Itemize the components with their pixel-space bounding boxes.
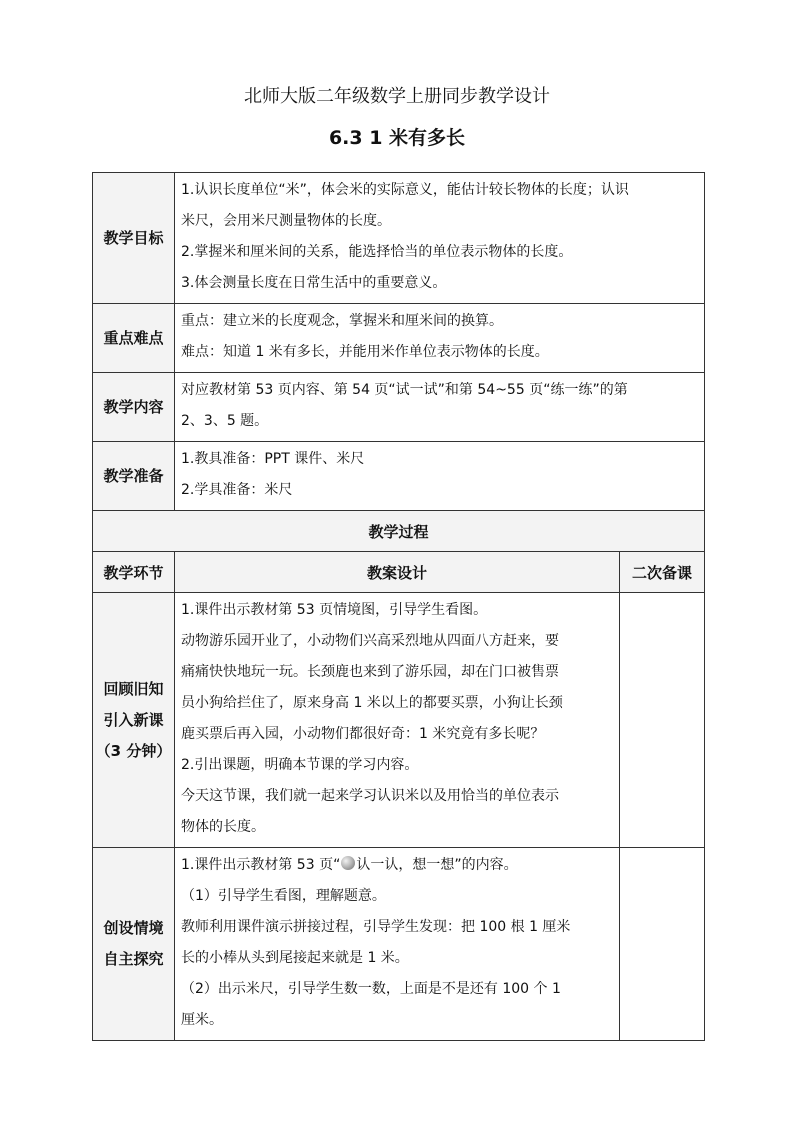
design-column-header: 教案设计 bbox=[175, 552, 620, 593]
review-label bbox=[93, 593, 175, 848]
review-label-line: 回顾旧知 bbox=[103, 679, 164, 698]
review-content bbox=[175, 593, 620, 848]
goals-label: 教学目标 bbox=[93, 173, 175, 304]
review-secondary-cell bbox=[620, 593, 705, 848]
explore-line: （2）出示米尺，引导学生数一数，上面是不是还有 100 个 1 bbox=[181, 981, 561, 997]
preparation-line: 2.学具准备：米尺 bbox=[181, 482, 293, 498]
review-line: 1.课件出示教材第 53 页情境图，引导学生看图。 bbox=[181, 602, 488, 618]
content-content bbox=[175, 373, 705, 442]
review-label-line: （3 分钟） bbox=[95, 741, 172, 760]
key-points-row bbox=[93, 304, 705, 373]
preparation-content bbox=[175, 442, 705, 511]
explore-first-line-prefix: 1.课件出示教材第 53 页“ bbox=[181, 857, 341, 873]
goals-content bbox=[175, 173, 705, 304]
process-header-row bbox=[93, 511, 705, 552]
explore-first-line bbox=[181, 850, 613, 881]
lesson-plan-table bbox=[92, 172, 705, 1041]
key-points-content bbox=[175, 304, 705, 373]
preparation-label: 教学准备 bbox=[93, 442, 175, 511]
explore-label-line: 自主探究 bbox=[103, 950, 164, 968]
secondary-column-header: 二次备课 bbox=[620, 552, 705, 593]
preparation-line: 1.教具准备：PPT 课件、米尺 bbox=[181, 451, 365, 467]
review-line: 动物游乐园开业了，小动物们兴高采烈地从四面八方赶来，要 bbox=[181, 633, 559, 649]
process-header: 教学过程 bbox=[93, 511, 705, 552]
content-row bbox=[93, 373, 705, 442]
explore-label-line: 创设情境 bbox=[103, 919, 164, 937]
column-header-row bbox=[93, 552, 705, 593]
preparation-row bbox=[93, 442, 705, 511]
goals-line: 3.体会测量长度在日常生活中的重要意义。 bbox=[181, 275, 447, 291]
explore-line: 长的小棒从头到尾接起来就是 1 米。 bbox=[181, 950, 409, 966]
review-line: 鹿买票后再入园，小动物们都很好奇：1 米究竟有多长呢？ bbox=[181, 726, 545, 742]
lesson-title: 6.3 1 米有多长 bbox=[328, 127, 466, 149]
review-line: 员小狗给拦住了，原来身高 1 米以上的都要买票，小狗让长颈 bbox=[181, 695, 563, 711]
goals-line: 2.掌握米和厘米间的关系，能选择恰当的单位表示物体的长度。 bbox=[181, 244, 573, 260]
goals-line: 米尺，会用米尺测量物体的长度。 bbox=[181, 213, 391, 229]
document-title: 北师大版二年级数学上册同步教学设计 bbox=[244, 86, 550, 107]
explore-line: 教师利用课件演示拼接过程，引导学生发现：把 100 根 1 厘米 bbox=[181, 919, 571, 935]
review-row bbox=[93, 593, 705, 848]
key-points-label: 重点难点 bbox=[93, 304, 175, 373]
stage-column-header: 教学环节 bbox=[93, 552, 175, 593]
explore-content bbox=[175, 848, 620, 1041]
key-points-line: 难点：知道 1 米有多长，并能用米作单位表示物体的长度。 bbox=[181, 344, 549, 360]
review-line: 物体的长度。 bbox=[181, 819, 265, 835]
key-points-line: 重点：建立米的长度观念，掌握米和厘米间的换算。 bbox=[181, 313, 503, 329]
explore-line: 厘米。 bbox=[181, 1012, 223, 1028]
review-line: 2.引出课题，明确本节课的学习内容。 bbox=[181, 757, 419, 773]
explore-line: （1）引导学生看图，理解题意。 bbox=[181, 888, 386, 904]
explore-row bbox=[93, 848, 705, 1041]
review-line: 今天这节课，我们就一起来学习认识米以及用恰当的单位表示 bbox=[181, 788, 559, 804]
explore-secondary-cell bbox=[620, 848, 705, 1041]
content-line: 对应教材第 53 页内容、第 54 页“试一试”和第 54~55 页“练一练”的第 bbox=[181, 382, 628, 398]
ball-icon bbox=[341, 856, 355, 870]
goals-row bbox=[93, 173, 705, 304]
goals-line: 1.认识长度单位“米”，体会米的实际意义，能估计较长物体的长度；认识 bbox=[181, 182, 629, 198]
explore-first-line-suffix: 认一认，想一想”的内容。 bbox=[356, 857, 518, 873]
review-line: 痛痛快快地玩一玩。长颈鹿也来到了游乐园，却在门口被售票 bbox=[181, 664, 559, 680]
review-label-line: 引入新课 bbox=[103, 710, 164, 729]
content-label: 教学内容 bbox=[93, 373, 175, 442]
explore-label bbox=[93, 848, 175, 1041]
content-line: 2、3、5 题。 bbox=[181, 413, 269, 429]
